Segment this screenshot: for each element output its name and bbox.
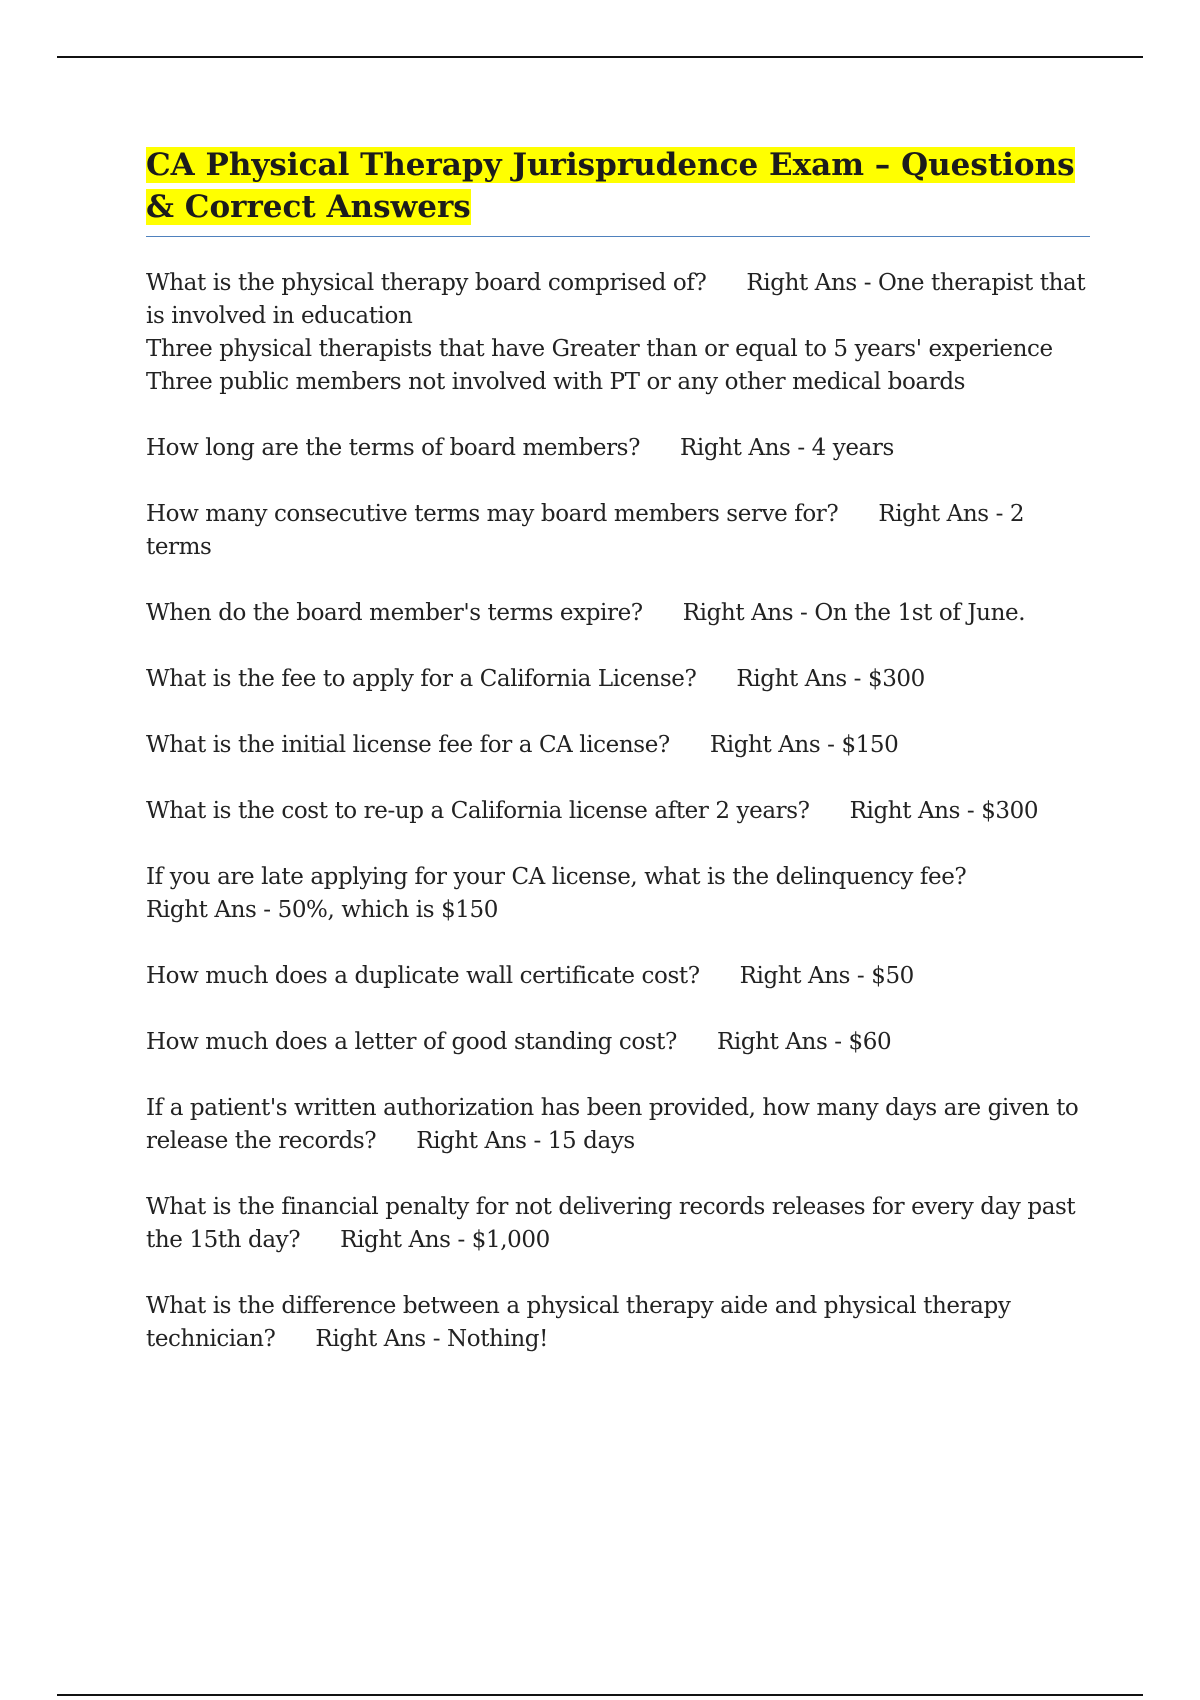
answer-text: Nothing! bbox=[447, 1326, 548, 1352]
answer-prefix: Right Ans - bbox=[849, 798, 982, 824]
answer-prefix: Right Ans - bbox=[878, 501, 1010, 527]
footer-rule bbox=[57, 1694, 1143, 1696]
question-text: If you are late applying for your CA license, what is the delinquency fee? bbox=[146, 864, 967, 890]
question-text: What is the fee to apply for a California License? bbox=[146, 666, 697, 692]
answer-prefix: Right Ans - bbox=[709, 732, 842, 758]
qa-item bbox=[146, 498, 1090, 564]
answer-prefix: Right Ans - bbox=[682, 600, 815, 626]
qa-item bbox=[146, 861, 1090, 927]
answer-prefix: Right Ans - bbox=[736, 666, 868, 692]
qa-item bbox=[146, 795, 1090, 828]
document-title bbox=[146, 144, 1090, 237]
qa-item bbox=[146, 1026, 1090, 1059]
header-rule bbox=[57, 56, 1143, 58]
question-text: What is the difference between a physical therapy aide and physical therapy technician? bbox=[146, 1293, 1011, 1352]
document-title-text: CA Physical Therapy Jurisprudence Exam – Questions & Correct Answers bbox=[146, 147, 1075, 225]
answer-text: $150 bbox=[841, 732, 899, 758]
answer-prefix: Right Ans - bbox=[716, 1029, 849, 1055]
question-text: What is the cost to re-up a California license after 2 years? bbox=[146, 798, 810, 824]
qa-item bbox=[146, 960, 1090, 993]
answer-text: 50%, which is $150 bbox=[277, 897, 499, 923]
answer-text: $300 bbox=[981, 798, 1039, 824]
answer-line: Three public members not involved with PT or any other medical boards bbox=[146, 369, 966, 395]
answer-text: One therapist that is involved in education bbox=[146, 270, 1086, 329]
qa-list bbox=[146, 267, 1090, 1356]
question-text: How much does a letter of good standing cost? bbox=[146, 1029, 677, 1055]
question-text: When do the board member's terms expire? bbox=[146, 600, 643, 626]
question-text: How long are the terms of board members? bbox=[146, 435, 641, 461]
question-text: How much does a duplicate wall certificate cost? bbox=[146, 963, 700, 989]
answer-text: 15 days bbox=[547, 1128, 635, 1154]
qa-item bbox=[146, 1290, 1090, 1356]
qa-item bbox=[146, 663, 1090, 696]
answer-prefix: Right Ans - bbox=[739, 963, 872, 989]
question-text: If a patient's written authorization has been provided, how many days are given to release the records? bbox=[146, 1095, 1079, 1154]
question-text: What is the physical therapy board comprised of? bbox=[146, 270, 707, 296]
answer-text: $50 bbox=[871, 963, 914, 989]
document-body bbox=[146, 144, 1090, 1389]
answer-text: 2 terms bbox=[146, 501, 1025, 560]
question-text: What is the financial penalty for not delivering records releases for every day past the 15th day? bbox=[146, 1194, 1076, 1253]
question-text: How many consecutive terms may board members serve for? bbox=[146, 501, 839, 527]
answer-line: Three physical therapists that have Greater than or equal to 5 years' experience bbox=[146, 336, 1053, 362]
answer-prefix: Right Ans - bbox=[746, 270, 878, 296]
answer-prefix: Right Ans - bbox=[680, 435, 812, 461]
qa-item bbox=[146, 432, 1090, 465]
qa-item bbox=[146, 597, 1090, 630]
answer-prefix: Right Ans - bbox=[315, 1326, 448, 1352]
qa-item bbox=[146, 1092, 1090, 1158]
answer-prefix: Right Ans - bbox=[416, 1128, 548, 1154]
answer-text: $60 bbox=[848, 1029, 892, 1055]
answer-text: $1,000 bbox=[471, 1227, 550, 1253]
qa-item bbox=[146, 729, 1090, 762]
question-text: What is the initial license fee for a CA license? bbox=[146, 732, 670, 758]
qa-item bbox=[146, 267, 1090, 399]
answer-prefix: Right Ans - bbox=[146, 897, 278, 923]
answer-prefix: Right Ans - bbox=[340, 1227, 472, 1253]
answer-text: $300 bbox=[867, 666, 925, 692]
answer-text: On the 1st of June. bbox=[814, 600, 1026, 626]
qa-item bbox=[146, 1191, 1090, 1257]
answer-line bbox=[146, 894, 1090, 927]
answer-text: 4 years bbox=[811, 435, 894, 461]
